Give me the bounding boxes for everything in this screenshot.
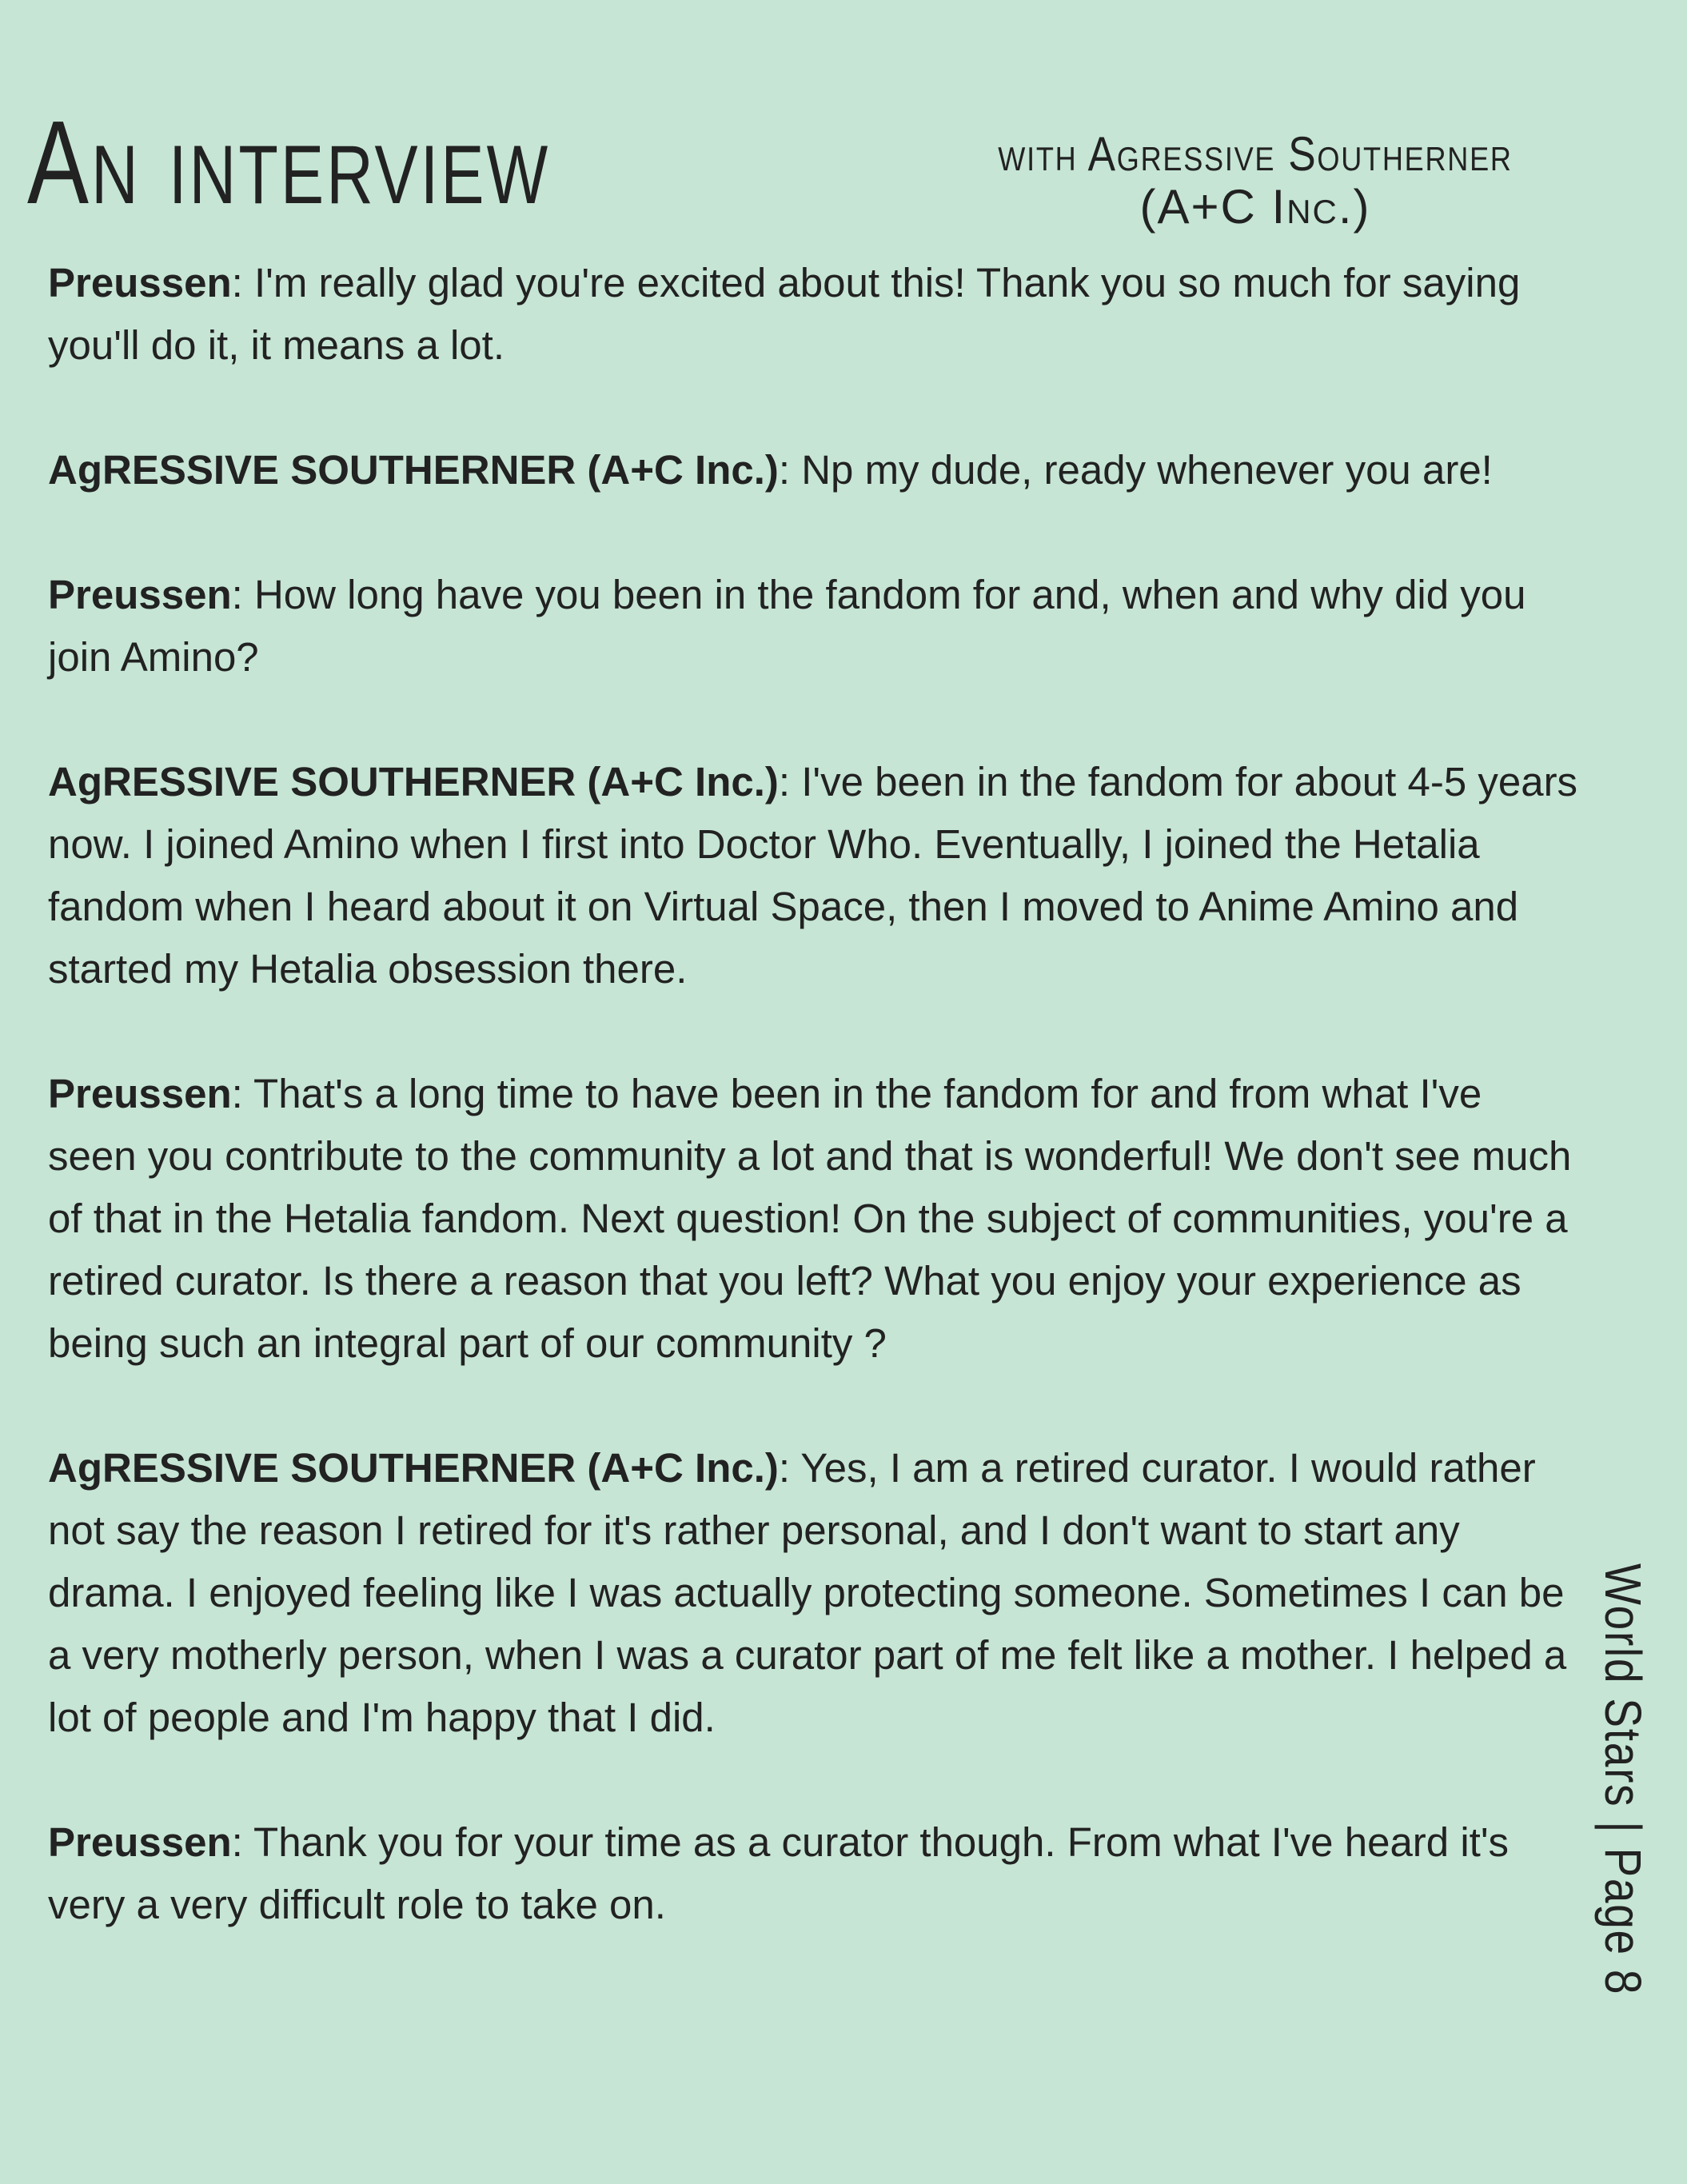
page-title: An interview — [27, 97, 551, 229]
paragraph-text: : Thank you for your time as a curator though. From what I've heard it's very a very difficult role to take on. — [48, 1819, 1510, 1927]
speaker-name: AgRESSIVE SOUTHERNER (A+C Inc.) — [48, 759, 779, 805]
interview-body — [48, 252, 1579, 1998]
paragraph-text: : How long have you been in the fandom for and, when and why did you join Amino? — [48, 572, 1526, 680]
speaker-name: Preussen — [48, 1071, 232, 1116]
page-subtitle — [895, 128, 1615, 234]
interview-paragraph — [48, 1811, 1579, 1936]
interview-paragraph — [48, 1437, 1579, 1749]
paragraph-text: : I'm really glad you're excited about this! Thank you so much for saying you'll do it, it means a lot. — [48, 260, 1521, 368]
speaker-name: Preussen — [48, 260, 232, 305]
interview-paragraph — [48, 1063, 1579, 1375]
speaker-name: Preussen — [48, 1819, 232, 1865]
interview-paragraph — [48, 751, 1579, 1000]
paragraph-text: : I've been in the fandom for about 4-5 years now. I joined Amino when I first into Doctor Who. Eventually, I joined the Hetalia fandom when I heard about it on Virtual Space, then I moved to Anime Amino and started my Hetalia obsession there. — [48, 759, 1578, 992]
subtitle-line-1: with Agressive Southerner — [998, 127, 1513, 181]
page-footer-label: World Stars | Page 8 — [1594, 1563, 1652, 1996]
speaker-name: Preussen — [48, 572, 232, 617]
interview-paragraph — [48, 252, 1579, 377]
paragraph-text: : Np my dude, ready whenever you are! — [778, 447, 1493, 493]
interview-paragraph — [48, 439, 1579, 501]
paragraph-text: : Yes, I am a retired curator. I would rather not say the reason I retired for it's rather personal, and I don't want to start any drama. I enjoyed feeling like I was actually protecting someone. Sometimes I can be a very motherly person, when I was a curator part of me felt like a mother. I helped a lot of people and I'm happy that I did. — [48, 1445, 1567, 1740]
paragraph-text: : That's a long time to have been in the fandom for and from what I've seen you contribute to the community a lot and that is wonderful! We don't see much of that in the Hetalia fandom. Next question! On the subject of communities, you're a retired curator. Is there a reason that you left? What you enjoy your experience as being such an integral part of our community ? — [48, 1071, 1572, 1366]
interview-paragraph — [48, 564, 1579, 689]
speaker-name: AgRESSIVE SOUTHERNER (A+C Inc.) — [48, 1445, 779, 1491]
speaker-name: AgRESSIVE SOUTHERNER (A+C Inc.) — [48, 447, 779, 493]
subtitle-line-2: (A+C Inc.) — [1139, 180, 1371, 234]
